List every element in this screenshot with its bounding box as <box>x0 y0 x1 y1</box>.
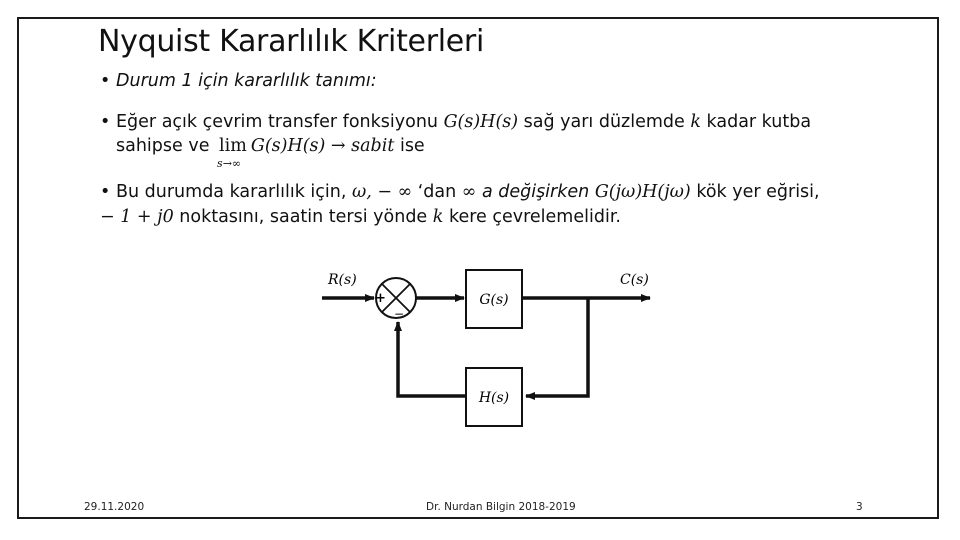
math-gjw: G(jω)H(jω) <box>594 182 691 202</box>
text: a değişirken <box>476 182 595 202</box>
text: noktasını, saatin tersi yönde <box>173 207 433 227</box>
text: Eğer açık çevrim transfer fonksiyonu <box>116 112 444 132</box>
math-gh-const: G(s)H(s) → sabit <box>250 136 395 156</box>
math-gh: G(s)H(s) <box>443 112 519 132</box>
text: ‘dan <box>412 182 462 202</box>
sum-minus: − <box>394 307 405 321</box>
math-omega: ω, − ∞ <box>351 182 413 202</box>
feedback-return-arrow <box>398 322 466 396</box>
bullet-line-1 <box>116 180 906 205</box>
lim-subscript: s→∞ <box>217 157 242 170</box>
forward-block-label: G(s) <box>479 292 509 308</box>
text: ise <box>394 136 425 156</box>
text: kere çevrelemelidir. <box>443 207 621 227</box>
text: kök yer eğrisi, <box>690 182 820 202</box>
feedback-block-label: H(s) <box>478 390 510 406</box>
math-point: − 1 + j0 <box>100 207 174 227</box>
text: sağ yarı düzlemde <box>518 112 691 132</box>
output-label: C(s) <box>620 272 649 288</box>
bullet-dot: • <box>100 182 111 202</box>
bullet-line-1 <box>116 110 896 134</box>
math-infinity: ∞ <box>461 182 477 202</box>
bullet-line-2 <box>116 134 896 170</box>
bullet-dot: • <box>100 112 111 132</box>
lim-text: lim <box>219 136 247 156</box>
sum-plus: + <box>375 291 386 306</box>
feedback-path-down <box>526 298 588 396</box>
input-label: R(s) <box>328 272 357 288</box>
bullet-stability <box>100 180 906 230</box>
bullet-durum <box>100 71 377 91</box>
text: sahipse ve <box>116 136 216 156</box>
footer-author: Dr. Nurdan Bilgin 2018-2019 <box>426 501 576 513</box>
bullet-text: Durum 1 için kararlılık tanımı: <box>116 71 377 91</box>
footer-date: 29.11.2020 <box>84 501 145 513</box>
footer-page-number: 3 <box>856 501 863 513</box>
math-k: k <box>432 207 444 227</box>
text: kadar kutba <box>700 112 812 132</box>
text: Bu durumda kararlılık için, <box>116 182 352 202</box>
bullet-line-2 <box>100 205 906 230</box>
bullet-open-loop <box>100 110 896 170</box>
slide-title: Nyquist Kararlılık Kriterleri <box>98 24 485 59</box>
math-k: k <box>690 112 701 132</box>
bullet-dot: • <box>100 71 111 91</box>
feedback-block-diagram <box>310 262 670 442</box>
math-lim <box>217 134 247 170</box>
